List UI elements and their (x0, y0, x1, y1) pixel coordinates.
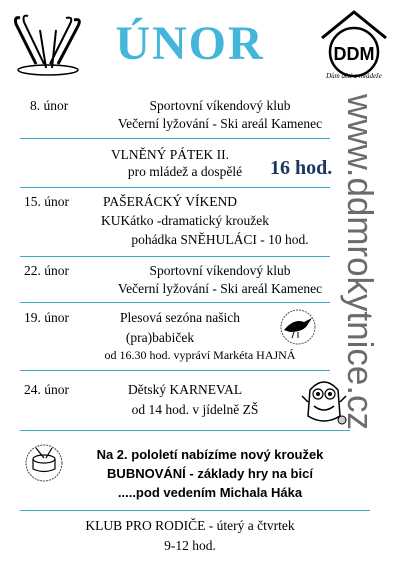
svg-text:www.ddmrokytnice.cz: www.ddmrokytnice.cz (340, 94, 381, 432)
event-time-highlight: 16 hod. (270, 157, 333, 179)
footer-line: KLUB PRO RODIČE - úterý a čtvrtek (85, 518, 295, 533)
logo-subtext: Dům dětí a mládeže (326, 72, 382, 80)
event-line: Večerní lyžování - Ski areál Kamenec (117, 116, 323, 131)
separator (20, 138, 330, 139)
event-date: 24. únor (24, 382, 69, 397)
announcement-line: Na 2. pololetí nabízíme nový kroužek (96, 447, 324, 462)
event-line: Dětský KARNEVAL (127, 382, 243, 397)
event-line: VLNĚNÝ PÁTEK II. (110, 147, 230, 162)
event-date: 19. únor (24, 310, 69, 325)
event-date: 22. únor (24, 263, 69, 278)
separator (20, 510, 370, 511)
event-line: Plesová sezóna našich (120, 310, 240, 325)
event-line: pohádka SNĚHULÁCI - 10 hod. (131, 232, 309, 247)
page-title: ÚNOR (115, 17, 265, 70)
event-line: (pra)babiček (125, 330, 195, 345)
separator (20, 302, 330, 303)
skis-icon (10, 12, 88, 76)
event-line: Sportovní víkendový klub (149, 98, 291, 113)
separator (20, 370, 330, 371)
monster-mascot-icon (300, 372, 348, 430)
event-date: 8. únor (30, 98, 69, 113)
event-line: PAŠERÁCKÝ VÍKEND (103, 194, 237, 209)
drum-icon (22, 442, 66, 484)
bird-icon (276, 308, 320, 346)
ddm-logo (314, 8, 394, 86)
announcement-line: BUBNOVÁNÍ - základy hry na bicí (107, 466, 313, 481)
separator (20, 187, 330, 188)
svg-text:DDM: DDM (333, 44, 375, 64)
announcement-line: .....pod vedením Michala Háka (117, 485, 303, 500)
event-line: Sportovní víkendový klub (149, 263, 291, 278)
event-line: pro mládež a dospělé (127, 164, 243, 179)
separator (20, 430, 350, 431)
event-line: KUKátko -dramatický kroužek (101, 213, 269, 228)
footer-line: 9-12 hod. (164, 538, 216, 553)
event-line: od 16.30 hod. vypráví Markéta HAJNÁ (104, 348, 296, 362)
event-date: 15. únor (24, 194, 69, 209)
separator (20, 256, 330, 257)
event-line: Večerní lyžování - Ski areál Kamenec (117, 281, 323, 296)
event-line: od 14 hod. v jídelně ZŠ (131, 402, 259, 417)
